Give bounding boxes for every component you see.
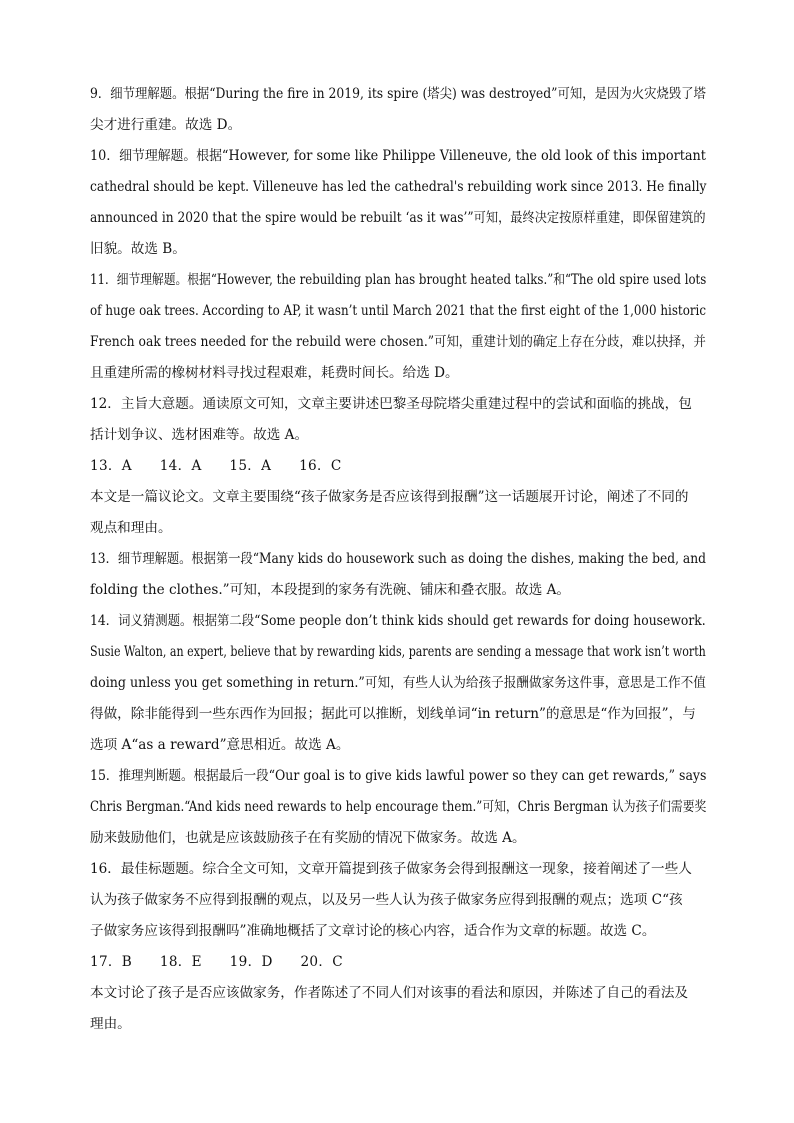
text-line: 10．细节理解题。根据“However, for some like Philippe Villeneuve, the old look of this important [90,148,706,164]
text-line: 得做，除非能得到一些东西作为回报；据此可以推断，划线单词“in return”的意思是“作为回报”，与 [90,706,696,722]
text-line: 11．细节理解题。根据“However, the rebuilding plan has brought heated talks.”和“The old spire used lots [90,272,707,288]
text-line: 括计划争议、选材困难等。故选 A。 [90,427,309,443]
text-line: 本文讨论了孩子是否应该做家务，作者陈述了不同人们对该事的看法和原因，并陈述了自己的看法及 [90,985,689,1001]
text-line: 9．细节理解题。根据“During the fire in 2019, its spire (塔尖) was destroyed”可知，是因为火灾烧毁了塔 [90,86,706,102]
text-line: 15．推理判断题。根据最后一段“Our goal is to give kids lawful power so they can get rewards,” says [90,768,707,784]
answer-explanation-page [90,79,706,1040]
text-line: 认为孩子做家务不应得到报酬的观点，以及另一些人认为孩子做家务应得到报酬的观点；选项 C“孩 [90,892,683,908]
text-line: 本文是一篇议论文。文章主要围绕“孩子做家务是否应该得到报酬”这一话题展开讨论，阐述了不同的 [90,489,689,505]
text-line: folding the clothes.”可知，本段提到的家务有洗碗、铺床和叠衣服。故选 A。 [90,582,571,598]
text-line: announced in 2020 that the spire would be rebuilt ‘as it was’”可知，最终决定按原样重建，即保留建筑的 [90,210,706,226]
text-line: 选项 A“as a reward”意思相近。故选 A。 [90,737,350,753]
text-line: 旧貌。故选 B。 [90,241,186,257]
text-line: French oak trees needed for the rebuild were chosen.”可知，重建计划的确定上存在分歧，难以抉择，并 [90,334,706,350]
text-line: 理由。 [90,1016,131,1032]
text-line: of huge oak trees. According to AP, it wasn’t until March 2021 that the first eight of the 1,000 historic [90,303,707,319]
text-line: Susie Walton, an expert, believe that by rewarding kids, parents are sending a message that work isn’t worth [90,644,706,660]
answer-key-line: 17．B 18．E 19．D 20．C [90,954,343,970]
text-line: 13．细节理解题。根据第一段“Many kids do housework such as doing the dishes, making the bed, and [90,551,706,567]
text-line: 14．词义猜测题。根据第二段“Some people don’t think kids should get rewards for doing housework. [90,613,706,629]
text-line: 12．主旨大意题。通读原文可知，文章主要讲述巴黎圣母院塔尖重建过程中的尝试和面临的挑战，包 [90,396,692,412]
text-line: doing unless you get something in return.”可知，有些人认为给孩子报酬做家务这件事，意思是工作不值 [90,675,706,691]
text-line: Chris Bergman.“And kids need rewards to help encourage them.”可知，Chris Bergman 认为孩子们需要奖 [90,799,707,815]
text-line: 子做家务应该得到报酬吗”准确地概括了文章讨论的核心内容，适合作为文章的标题。故选 C。 [90,923,656,939]
text-line: 励来鼓励他们，也就是应该鼓励孩子在有奖励的情况下做家务。故选 A。 [90,830,526,846]
text-line: 观点和理由。 [90,520,172,536]
answer-key-line: 13．A 14．A 15．A 16．C [90,458,342,474]
text-line: 16．最佳标题题。综合全文可知，文章开篇提到孩子做家务会得到报酬这一现象，接着阐述了一些人 [90,861,692,877]
text-line: 且重建所需的橡树材料寻找过程艰难，耗费时间长。给选 D。 [90,365,459,381]
text-line: 尖才进行重建。故选 D。 [90,117,242,133]
text-line: cathedral should be kept. Villeneuve has led the cathedral's rebuilding work since 2013. He finally [90,179,707,195]
